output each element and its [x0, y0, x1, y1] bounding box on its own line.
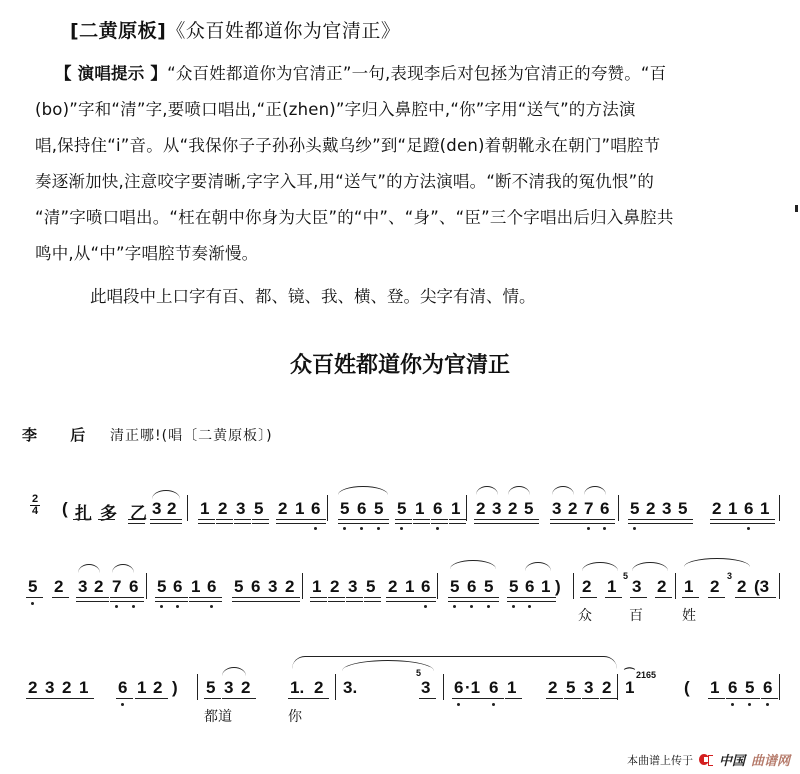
underline: [628, 519, 645, 524]
underline: [52, 597, 69, 598]
section-heading: [70, 16, 400, 43]
note: 5: [450, 577, 460, 596]
low-octave-dot: [115, 605, 118, 608]
low-octave-dot: [470, 605, 473, 608]
barline: [779, 495, 780, 521]
slur: [584, 486, 606, 495]
slur: [632, 562, 668, 571]
slur: [450, 560, 496, 569]
note: 2: [62, 678, 72, 697]
low-octave-dot: [457, 703, 460, 706]
note: 6: [129, 577, 139, 596]
upload-text: 本曲谱上传于: [626, 753, 693, 767]
low-octave-dot: [731, 703, 734, 706]
underline: [655, 597, 672, 598]
underline: [566, 519, 583, 524]
note: 5: [397, 499, 407, 518]
underline: [403, 597, 420, 602]
underline: [660, 519, 677, 524]
note: 1: [710, 678, 720, 697]
underline: [26, 698, 43, 699]
underline: [465, 597, 482, 602]
note: 1: [191, 577, 201, 596]
underline: [127, 597, 144, 602]
underline: [431, 519, 448, 524]
slur: [112, 564, 134, 573]
underline: [288, 698, 312, 699]
underline: [546, 698, 563, 699]
note: 3.: [343, 678, 358, 697]
slur: [552, 486, 574, 495]
note: 5: [366, 577, 376, 596]
barline: [573, 573, 574, 599]
underline: [328, 597, 345, 602]
slur: [684, 558, 750, 567]
underline: [77, 698, 94, 699]
underline: [463, 698, 487, 699]
underline: [135, 698, 152, 699]
note: 3: [152, 499, 162, 518]
underline: [682, 597, 699, 598]
barline: [618, 495, 619, 521]
note: 6: [525, 577, 535, 596]
underline: [266, 597, 283, 602]
note: 1: [507, 678, 517, 697]
underline: [708, 597, 725, 598]
note: 1: [79, 678, 89, 697]
note: 5: [745, 678, 755, 697]
heading-banqiang: [二黄原板]: [70, 20, 167, 42]
underline: [171, 597, 188, 602]
low-octave-dot: [400, 527, 403, 530]
note: 5: [28, 577, 38, 596]
underline: [448, 597, 465, 602]
barline: [187, 495, 188, 521]
underline: [386, 597, 403, 602]
low-octave-dot: [492, 703, 495, 706]
underline: [252, 519, 269, 524]
barline: [779, 674, 780, 700]
note: 3: [552, 499, 562, 518]
underline: [232, 597, 249, 602]
underline: [761, 698, 778, 699]
low-octave-dot: [314, 527, 317, 530]
logo-text-qupu: 曲谱网: [750, 754, 790, 769]
underline: [205, 597, 222, 602]
note: 7: [112, 577, 122, 596]
tips-note: 此唱段中上口字有百、都、镜、我、横、登。尖字有清、情。: [90, 287, 536, 306]
note: 扎: [75, 504, 92, 523]
note: 2: [94, 577, 104, 596]
note: 2: [737, 577, 747, 596]
note: 5: [157, 577, 167, 596]
underline: [216, 519, 233, 524]
note: 2: [712, 499, 722, 518]
tips-tag: 【 演唱提示 】: [55, 64, 168, 83]
underline: [644, 519, 661, 524]
note: 1: [405, 577, 415, 596]
note: 6: [311, 499, 321, 518]
role-line: [22, 424, 273, 445]
barline: [617, 674, 618, 700]
underline: [474, 519, 491, 524]
underline: [155, 597, 172, 602]
underline: [482, 597, 499, 602]
underline: [293, 519, 310, 524]
low-octave-dot: [160, 605, 163, 608]
note: 3: [236, 499, 246, 518]
underline: [449, 519, 466, 524]
note: 2: [646, 499, 656, 518]
note: 1: [728, 499, 738, 518]
note: 6: [763, 678, 773, 697]
underline: [204, 698, 221, 699]
note: 2: [657, 577, 667, 596]
low-octave-dot: [587, 527, 590, 530]
note: 2: [241, 678, 251, 697]
underline: [539, 597, 556, 602]
tips-line-3: 奏逐渐加快,注意咬字要清晰,字字入耳,用“送气”的方法演唱。“断不清我的冤仇恨”的: [35, 172, 655, 191]
barline: [327, 495, 328, 521]
low-octave-dot: [747, 527, 750, 530]
note: 5: [374, 499, 384, 518]
note: 2: [476, 499, 486, 518]
note: 5: [566, 678, 576, 697]
singing-tips: [35, 56, 780, 272]
note: 2: [218, 499, 228, 518]
underline: [276, 519, 293, 524]
tips-line-4: “清”字喷口唱出。“枉在朝中你身为大臣”的“中”、“身”、“臣”三个字唱出后归入鼻腔共: [35, 208, 674, 227]
note: (: [62, 499, 68, 518]
low-octave-dot: [603, 527, 606, 530]
underline: [73, 519, 90, 520]
underline: [309, 519, 326, 524]
heading-title: 《众百姓都道你为官清正》: [166, 20, 401, 42]
underline: [582, 698, 599, 699]
note: 5: [509, 577, 519, 596]
note: 3: [224, 678, 234, 697]
note: 1: [760, 499, 770, 518]
note: 1: [451, 499, 461, 518]
barline: [335, 674, 336, 700]
note: (3: [754, 577, 770, 596]
tips-line-2: 唱,保持住“i”音。从“我保你子子孙孙头戴乌纱”到“足蹬(den)着朝靴永在朝门”唱腔节: [35, 136, 661, 155]
logo-text-china: 中国: [718, 754, 745, 769]
note: 1.: [290, 678, 305, 697]
note: 乙: [130, 504, 147, 523]
underline: [505, 698, 522, 699]
note: 6: [600, 499, 610, 518]
note: ): [172, 678, 178, 697]
note: 2: [582, 577, 592, 596]
note: 2: [153, 678, 163, 697]
low-octave-dot: [766, 703, 769, 706]
note: 7: [584, 499, 594, 518]
underline: [507, 597, 524, 602]
note: 2: [167, 499, 177, 518]
note: 2: [54, 577, 64, 596]
underline: [490, 519, 507, 524]
note: 2: [548, 678, 558, 697]
underline: [752, 597, 776, 598]
note: 6: [421, 577, 431, 596]
underline: [372, 519, 389, 524]
note: 5: [340, 499, 350, 518]
note: 1: [200, 499, 210, 518]
underline: [198, 519, 215, 524]
note: 6: [744, 499, 754, 518]
underline: [395, 519, 412, 524]
site-logo-icon: [699, 754, 713, 766]
footer-watermark: [627, 750, 790, 769]
underline: [283, 597, 300, 602]
underline: [165, 519, 182, 524]
underline: [43, 698, 60, 699]
underline: [710, 519, 727, 524]
note: 5: [254, 499, 264, 518]
song-title: 众百姓都道你为官清正: [289, 353, 510, 378]
low-octave-dot: [487, 605, 490, 608]
underline: [506, 519, 523, 524]
note: 6: [489, 678, 499, 697]
underline: [189, 597, 206, 602]
note: 5: [206, 678, 216, 697]
underline: [726, 698, 743, 699]
underline: [600, 698, 617, 699]
note: 3: [662, 499, 672, 518]
low-octave-dot: [176, 605, 179, 608]
barline: [437, 573, 438, 599]
barline: [675, 573, 676, 599]
low-octave-dot: [424, 605, 427, 608]
underline: [580, 597, 597, 598]
underline: [312, 698, 329, 699]
note: 2: [568, 499, 578, 518]
tips-line-1: (bo)”字和“清”字,要喷口唱出,“正(zhen)”字归入鼻腔中,“你”字用“送气”的方法演: [35, 100, 636, 119]
underline: [742, 519, 759, 524]
note: 3: [492, 499, 502, 518]
note: (: [684, 678, 690, 697]
note: 2: [28, 678, 38, 697]
slur: [78, 564, 100, 573]
slur: [292, 656, 617, 669]
underline: [310, 597, 327, 602]
note: 2: [278, 499, 288, 518]
barline: [779, 573, 780, 599]
underline: [598, 519, 615, 524]
grace-note: 5: [623, 571, 629, 581]
underline: [26, 597, 43, 598]
low-octave-dot: [748, 703, 751, 706]
underline: [234, 519, 251, 524]
note: 多: [100, 504, 117, 523]
underline: [605, 597, 622, 598]
role-cue: 清正哪!(唱〔二黄原板〕): [110, 428, 273, 444]
grace-note: 5: [416, 668, 422, 678]
low-octave-dot: [436, 527, 439, 530]
note: 2: [285, 577, 295, 596]
note: 6: [207, 577, 217, 596]
low-octave-dot: [633, 527, 636, 530]
low-octave-dot: [132, 605, 135, 608]
lyric: 众: [578, 608, 592, 624]
underline: [743, 698, 760, 699]
underline: [364, 597, 381, 602]
note: 1: [312, 577, 322, 596]
note: 1: [295, 499, 305, 518]
note: 1: [625, 678, 635, 697]
note: 2: [602, 678, 612, 697]
slur: [222, 667, 246, 676]
note: 3: [421, 678, 431, 697]
barline: [466, 495, 467, 521]
underline: [249, 597, 266, 602]
underline: [564, 698, 581, 699]
underline: [346, 597, 363, 602]
fermata-icon: ⌒: [624, 667, 635, 680]
note: 3: [268, 577, 278, 596]
note: 5: [524, 499, 534, 518]
note: 5: [484, 577, 494, 596]
underline: [98, 519, 115, 520]
note: 5: [234, 577, 244, 596]
low-octave-dot: [360, 527, 363, 530]
note: 1: [684, 577, 694, 596]
note: 3: [632, 577, 642, 596]
note: 6: [454, 678, 464, 697]
note: 6: [173, 577, 183, 596]
note: 2: [508, 499, 518, 518]
underline: [338, 519, 355, 524]
underline: [128, 519, 145, 524]
underline: [582, 519, 599, 524]
slur: [476, 486, 498, 495]
underline: [487, 698, 504, 699]
lyric: 姓: [682, 608, 696, 624]
tips-line-5: 鸣中,从“中”字唱腔节奏渐慢。: [35, 244, 259, 263]
low-octave-dot: [210, 605, 213, 608]
lyric: 百: [629, 608, 643, 624]
note: 1: [137, 678, 147, 697]
low-octave-dot: [377, 527, 380, 530]
underline: [355, 519, 372, 524]
low-octave-dot: [343, 527, 346, 530]
slur: [582, 562, 618, 571]
note: 5: [678, 499, 688, 518]
underline: [419, 698, 436, 699]
barline: [302, 573, 303, 599]
underline: [708, 698, 725, 699]
note: 3: [348, 577, 358, 596]
note: 6: [118, 678, 128, 697]
low-octave-dot: [31, 602, 34, 605]
slur: [152, 490, 180, 499]
tips-line-0: “众百姓都道你为官清正”一句,表现李后对包拯为官清正的夸赞。“百: [167, 64, 667, 83]
underline: [116, 698, 133, 699]
underline: [676, 519, 693, 524]
note: ): [555, 577, 561, 596]
underline: [76, 597, 93, 602]
underline: [758, 519, 775, 524]
low-octave-dot: [528, 605, 531, 608]
slur: [525, 562, 551, 571]
note: 2: [330, 577, 340, 596]
note: ·1: [465, 678, 481, 697]
note: 1: [415, 499, 425, 518]
note: 3: [45, 678, 55, 697]
grace-note: 3: [727, 571, 733, 581]
note: 6: [728, 678, 738, 697]
note: 6: [251, 577, 261, 596]
underline: [110, 597, 127, 602]
underline: [222, 698, 239, 699]
low-octave-dot: [121, 703, 124, 706]
barline: [443, 674, 444, 700]
note: 6: [433, 499, 443, 518]
note: 2: [388, 577, 398, 596]
underline: [419, 597, 436, 602]
slur: [508, 486, 530, 495]
note: 5: [630, 499, 640, 518]
note: 1: [541, 577, 551, 596]
grace-note: 2165: [636, 670, 657, 680]
underline: [239, 698, 256, 699]
low-octave-dot: [453, 605, 456, 608]
underline: [550, 519, 567, 524]
note: 2: [314, 678, 324, 697]
barline: [197, 674, 198, 700]
low-octave-dot: [512, 605, 515, 608]
note: 3: [584, 678, 594, 697]
edge-mark: [795, 205, 798, 212]
note: 2: [710, 577, 720, 596]
underline: [735, 597, 752, 598]
lyric: 都道: [204, 709, 232, 725]
underline: [92, 597, 109, 602]
underline: [726, 519, 743, 524]
note: 6: [357, 499, 367, 518]
note: 6: [467, 577, 477, 596]
underline: [60, 698, 77, 699]
underline: [522, 519, 539, 524]
barline: [146, 573, 147, 599]
note: 3: [78, 577, 88, 596]
underline: [413, 519, 430, 524]
underline: [630, 597, 647, 598]
lyric: 你: [288, 709, 302, 725]
underline: [151, 698, 168, 699]
underline: [523, 597, 540, 602]
time-signature: 2 4: [31, 493, 39, 517]
note: 1: [607, 577, 617, 596]
role-name: 李 后: [22, 426, 100, 444]
slur: [338, 486, 388, 495]
